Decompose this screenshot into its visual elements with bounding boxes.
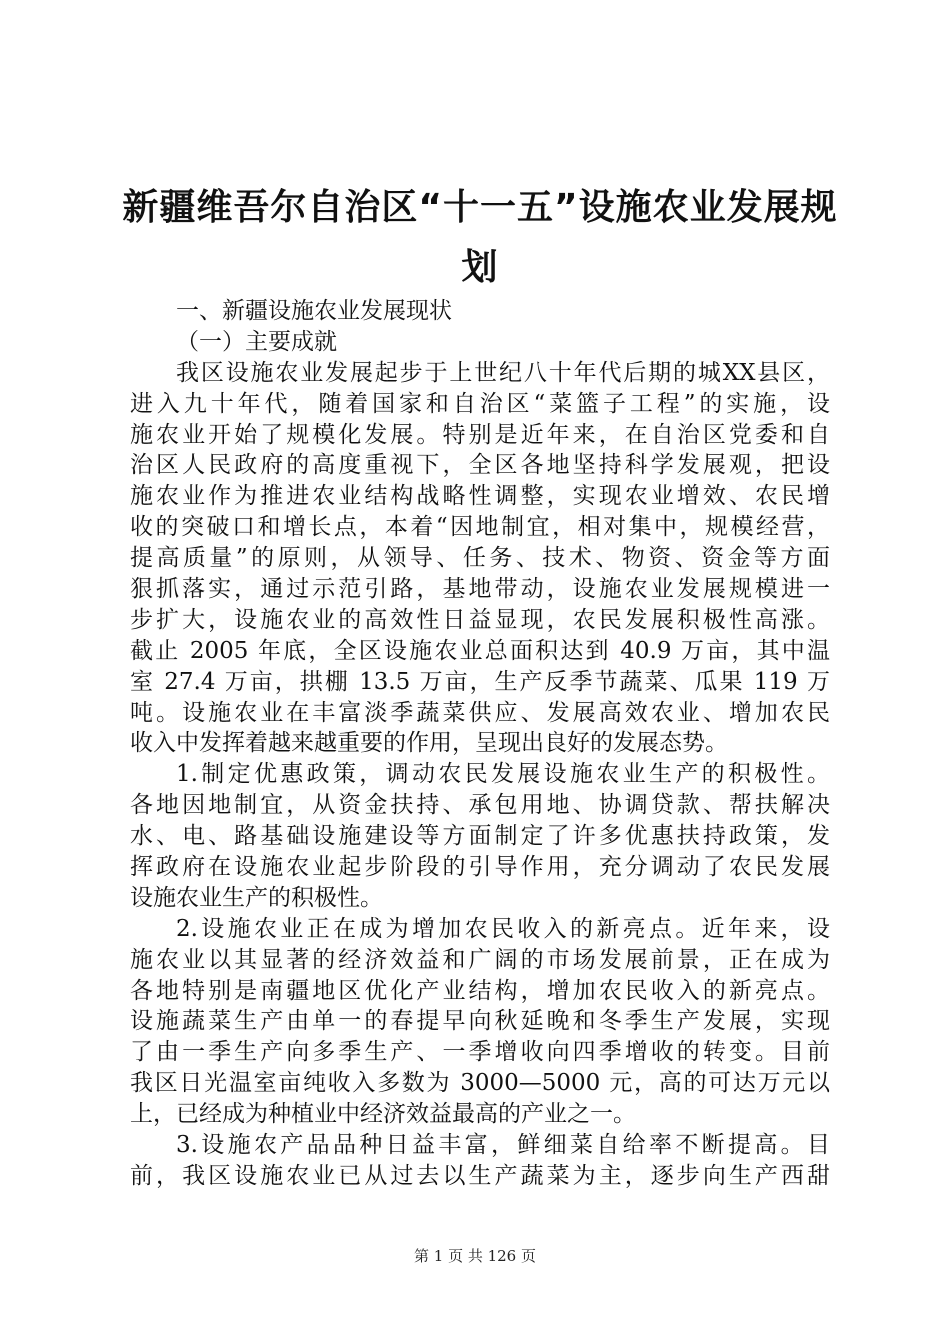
paragraph-line: 设施农业生产的积极性。 xyxy=(130,884,383,911)
paragraph-line: 提高质量”的原则，从领导、任务、技术、物资、资金等方面 xyxy=(130,545,830,572)
paragraph-line: 水、电、路基础设施建设等方面制定了许多优惠扶持政策，发 xyxy=(130,823,830,850)
title-line-1: 新疆维吾尔自治区“十一五”设施农业发展规 xyxy=(122,187,838,228)
paragraph-line: 施农业以其显著的经济效益和广阔的市场发展前景，正在成为 xyxy=(130,946,830,973)
paragraph-line: 3.设施农产品品种日益丰富，鲜细菜自给率不断提高。目 xyxy=(176,1132,830,1159)
paragraph-line: 前，我区设施农业已从过去以生产蔬菜为主，逐步向生产西甜 xyxy=(130,1162,830,1189)
paragraph-line: 1.制定优惠政策，调动农民发展设施农业生产的积极性。 xyxy=(176,761,830,788)
paragraph-line: 上，已经成为种植业中经济效益最高的产业之一。 xyxy=(130,1101,636,1128)
document-body xyxy=(130,296,830,1192)
paragraph-line: 了由一季生产向多季生产、一季增收向四季增收的转变。目前 xyxy=(130,1039,830,1066)
title-line-2: 划 xyxy=(461,247,499,288)
paragraph-line: 挥政府在设施农业起步阶段的引导作用，充分调动了农民发展 xyxy=(130,854,830,881)
paragraph-line: 我区日光温室亩纯收入多数为 3000—5000 元，高的可达万元以 xyxy=(130,1070,830,1097)
paragraph-line: 设施蔬菜生产由单一的春提早向秋延晚和冬季生产发展，实现 xyxy=(130,1008,830,1035)
paragraph-line: 狠抓落实，通过示范引路，基地带动，设施农业发展规模进一 xyxy=(130,576,830,603)
paragraph-line: 施农业开始了规模化发展。特别是近年来，在自治区党委和自 xyxy=(130,421,830,448)
paragraph-line: 各地因地制宜，从资金扶持、承包用地、协调贷款、帮扶解决 xyxy=(130,792,830,819)
paragraph-line: 进入九十年代，随着国家和自治区“菜篮子工程”的实施，设 xyxy=(130,390,830,417)
paragraph-line: 各地特别是南疆地区优化产业结构，增加农民收入的新亮点。 xyxy=(130,977,830,1004)
paragraph-line: 2.设施农业正在成为增加农民收入的新亮点。近年来，设 xyxy=(176,915,830,942)
section-heading: 一、新疆设施农业发展现状 xyxy=(176,298,452,324)
paragraph-line: 施农业作为推进农业结构战略性调整，实现农业增效、农民增 xyxy=(130,483,830,510)
page-number-label: 第 1 页 共 126 页 xyxy=(413,1247,536,1265)
page-footer xyxy=(0,1245,950,1266)
paragraph-line: 收的突破口和增长点，本着“因地制宜，相对集中，规模经营， xyxy=(130,514,830,541)
paragraph-line: 吨。设施农业在丰富淡季蔬菜供应、发展高效农业、增加农民 xyxy=(130,699,830,726)
document-title xyxy=(110,178,850,298)
paragraph-line: 截止 2005 年底，全区设施农业总面积达到 40.9 万亩，其中温 xyxy=(130,637,830,664)
paragraph-line: 治区人民政府的高度重视下，全区各地坚持科学发展观，把设 xyxy=(130,452,830,479)
paragraph-line: 我区设施农业发展起步于上世纪八十年代后期的城XX县区， xyxy=(176,359,830,386)
paragraph-line: 收入中发挥着越来越重要的作用，呈现出良好的发展态势。 xyxy=(130,730,728,757)
subsection-heading: （一）主要成就 xyxy=(176,328,337,355)
paragraph-line: 室 27.4 万亩，拱棚 13.5 万亩，生产反季节蔬菜、瓜果 119 万 xyxy=(130,668,830,695)
paragraph-line: 步扩大，设施农业的高效性日益显现，农民发展积极性高涨。 xyxy=(130,606,830,633)
